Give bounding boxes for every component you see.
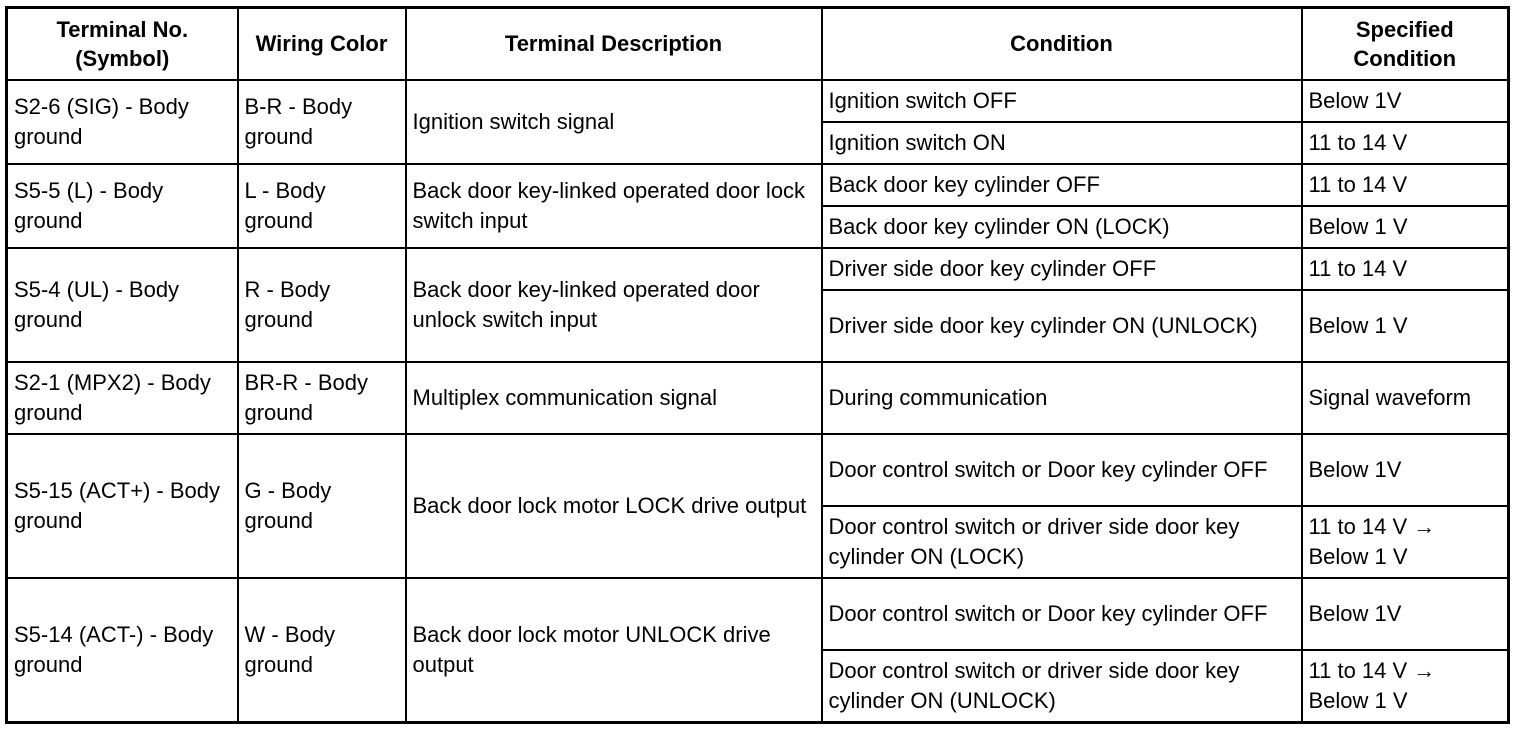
- header-terminal-description: Terminal Description: [406, 8, 822, 80]
- condition-cell: Door control switch or Door key cylinder OFF: [822, 434, 1302, 506]
- specified-condition-cell: 11 to 14 V: [1302, 164, 1509, 206]
- header-wiring-color: Wiring Color: [238, 8, 406, 80]
- condition-cell: Driver side door key cylinder OFF: [822, 248, 1302, 290]
- condition-cell: During communication: [822, 362, 1302, 434]
- terminal-cell: S5-15 (ACT+) - Body ground: [7, 434, 238, 578]
- condition-cell: Ignition switch ON: [822, 122, 1302, 164]
- description-cell: Back door lock motor LOCK drive output: [406, 434, 822, 578]
- specified-condition-cell: Below 1V: [1302, 80, 1509, 122]
- specified-condition-cell: 11 to 14 V: [1302, 122, 1509, 164]
- specified-condition-cell: 11 to 14 V: [1302, 248, 1509, 290]
- specified-condition-cell: Below 1V: [1302, 434, 1509, 506]
- table-row: [7, 578, 1509, 650]
- condition-cell: Driver side door key cylinder ON (UNLOCK): [822, 290, 1302, 362]
- wiring-color-cell: G - Body ground: [238, 434, 406, 578]
- header-row: [7, 8, 1509, 80]
- terminal-cell: S5-4 (UL) - Body ground: [7, 248, 238, 362]
- description-cell: Back door key-linked operated door lock switch input: [406, 164, 822, 248]
- condition-cell: Door control switch or driver side door key cylinder ON (LOCK): [822, 506, 1302, 578]
- terminal-cell: S5-5 (L) - Body ground: [7, 164, 238, 248]
- condition-cell: Back door key cylinder OFF: [822, 164, 1302, 206]
- specified-condition-cell: Signal waveform: [1302, 362, 1509, 434]
- header-terminal-no: Terminal No. (Symbol): [7, 8, 238, 80]
- specified-condition-cell: 11 to 14 V → Below 1 V: [1302, 506, 1509, 578]
- table-row: [7, 80, 1509, 122]
- terminal-cell: S2-1 (MPX2) - Body ground: [7, 362, 238, 434]
- table-row: [7, 164, 1509, 206]
- description-cell: Back door key-linked operated door unlock switch input: [406, 248, 822, 362]
- header-condition: Condition: [822, 8, 1302, 80]
- specified-condition-cell: Below 1 V: [1302, 290, 1509, 362]
- condition-cell: Door control switch or Door key cylinder OFF: [822, 578, 1302, 650]
- description-cell: Ignition switch signal: [406, 80, 822, 164]
- wiring-color-cell: BR-R - Body ground: [238, 362, 406, 434]
- wiring-color-cell: L - Body ground: [238, 164, 406, 248]
- table-row: [7, 434, 1509, 506]
- specified-condition-cell: Below 1V: [1302, 578, 1509, 650]
- specified-condition-cell: Below 1 V: [1302, 206, 1509, 248]
- condition-cell: Ignition switch OFF: [822, 80, 1302, 122]
- condition-cell: Back door key cylinder ON (LOCK): [822, 206, 1302, 248]
- terminal-spec-table: [5, 6, 1510, 724]
- table-row: [7, 248, 1509, 290]
- description-cell: Multiplex communication signal: [406, 362, 822, 434]
- header-specified-condition: Specified Condition: [1302, 8, 1509, 80]
- table-row: [7, 362, 1509, 434]
- terminal-cell: S5-14 (ACT-) - Body ground: [7, 578, 238, 722]
- wiring-color-cell: B-R - Body ground: [238, 80, 406, 164]
- description-cell: Back door lock motor UNLOCK drive output: [406, 578, 822, 722]
- condition-cell: Door control switch or driver side door key cylinder ON (UNLOCK): [822, 650, 1302, 722]
- wiring-color-cell: W - Body ground: [238, 578, 406, 722]
- wiring-color-cell: R - Body ground: [238, 248, 406, 362]
- specified-condition-cell: 11 to 14 V → Below 1 V: [1302, 650, 1509, 722]
- terminal-cell: S2-6 (SIG) - Body ground: [7, 80, 238, 164]
